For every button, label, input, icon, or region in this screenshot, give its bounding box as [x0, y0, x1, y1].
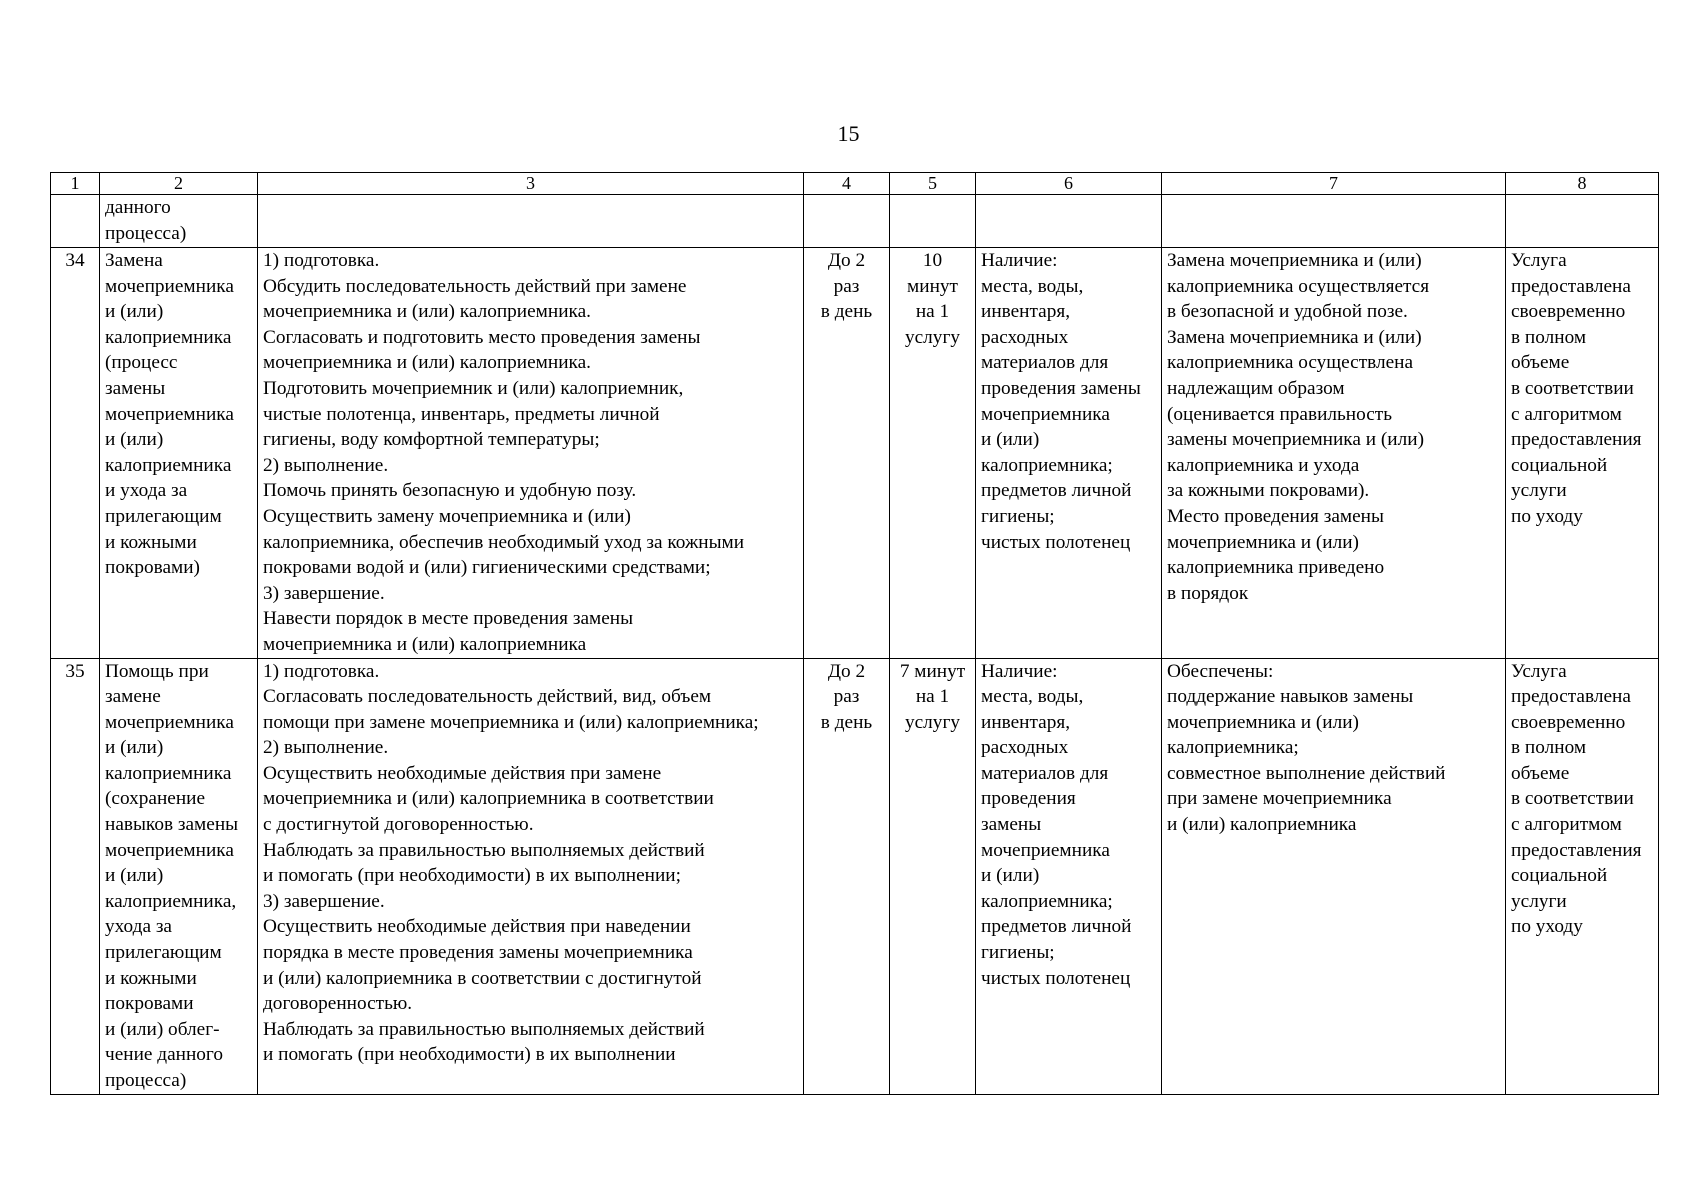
- table-row: [51, 658, 1659, 1094]
- column-header: 5: [890, 173, 976, 195]
- column-header: 4: [804, 173, 890, 195]
- page-number: 15: [837, 121, 860, 146]
- duration-cell: [890, 195, 976, 248]
- row-number-cell: [51, 195, 100, 248]
- service-name-cell: Замена мочеприемника и (или) калоприемника (процесс замены мочеприемника и (или) калоприемника и ухода за прилегающим и кожными покровами): [100, 248, 258, 659]
- column-header: 7: [1162, 173, 1506, 195]
- result-cell: Услуга предоставлена своевременно в полном объеме в соответствии с алгоритмом предоставления социальной услуги по уходу: [1506, 248, 1659, 659]
- column-header: 1: [51, 173, 100, 195]
- duration-cell: 10 минут на 1 услугу: [890, 248, 976, 659]
- column-header: 8: [1506, 173, 1659, 195]
- row-number-cell: 34: [51, 248, 100, 659]
- quality-cell: Замена мочеприемника и (или) калоприемника осуществляется в безопасной и удобной позе. Замена мочеприемника и (или) калоприемника осуществлена надлежащим образом (оценивается правильность замены мочеприемника и (или) калоприемника и ухода за кожными покровами). Место проведения замены мочеприемника и (или) калоприемника приведено в порядок: [1162, 248, 1506, 659]
- column-header: 3: [258, 173, 804, 195]
- frequency-cell: До 2 раз в день: [804, 248, 890, 659]
- description-cell: 1) подготовка. Обсудить последовательность действий при замене мочеприемника и (или) калоприемника. Согласовать и подготовить место проведения замены мочеприемника и (или) калоприемника. Подготовить мочеприемник и (или) калоприемник, чистые полотенца, инвентарь, предметы личной гигиены, воду комфортной температуры; 2) выполнение. Помочь принять безопасную и удобную позу. Осуществить замену мочеприемника и (или) калоприемника, обеспечив необходимый уход за кожными покровами водой и (или) гигиеническими средствами; 3) завершение. Навести порядок в месте проведения замены мочеприемника и (или) калоприемника: [258, 248, 804, 659]
- table-row-continuation: [51, 195, 1659, 248]
- quality-cell: [1162, 195, 1506, 248]
- column-header: 6: [976, 173, 1162, 195]
- table-row: [51, 248, 1659, 659]
- conditions-cell: Наличие: места, воды, инвентаря, расходных материалов для проведения замены мочеприемника и (или) калоприемника; предметов личной гигиены; чистых полотенец: [976, 248, 1162, 659]
- result-cell: Услуга предоставлена своевременно в полном объеме в соответствии с алгоритмом предоставления социальной услуги по уходу: [1506, 658, 1659, 1094]
- services-table: [50, 172, 1659, 1095]
- column-header: 2: [100, 173, 258, 195]
- table-header-row: [51, 173, 1659, 195]
- conditions-cell: Наличие: места, воды, инвентаря, расходных материалов для проведения замены мочеприемника и (или) калоприемника; предметов личной гигиены; чистых полотенец: [976, 658, 1162, 1094]
- conditions-cell: [976, 195, 1162, 248]
- result-cell: [1506, 195, 1659, 248]
- row-number-cell: 35: [51, 658, 100, 1094]
- description-cell: [258, 195, 804, 248]
- frequency-cell: До 2 раз в день: [804, 658, 890, 1094]
- quality-cell: Обеспечены: поддержание навыков замены мочеприемника и (или) калоприемника; совместное выполнение действий при замене мочеприемника и (или) калоприемника: [1162, 658, 1506, 1094]
- service-name-cell: Помощь при замене мочеприемника и (или) калоприемника (сохранение навыков замены мочеприемника и (или) калоприемника, ухода за прилегающим и кожными покровами и (или) облег- чение данного процесса): [100, 658, 258, 1094]
- service-name-cell: данного процесса): [100, 195, 258, 248]
- description-cell: 1) подготовка. Согласовать последовательность действий, вид, объем помощи при замене мочеприемника и (или) калоприемника; 2) выполнение. Осуществить необходимые действия при замене мочеприемника и (или) калоприемника в соответствии с достигнутой договоренностью. Наблюдать за правильностью выполняемых действий и помогать (при необходимости) в их выполнении; 3) завершение. Осуществить необходимые действия при наведении порядка в месте проведения замены мочеприемника и (или) калоприемника в соответствии с достигнутой договоренностью. Наблюдать за правильностью выполняемых действий и помогать (при необходимости) в их выполнении: [258, 658, 804, 1094]
- frequency-cell: [804, 195, 890, 248]
- duration-cell: 7 минут на 1 услугу: [890, 658, 976, 1094]
